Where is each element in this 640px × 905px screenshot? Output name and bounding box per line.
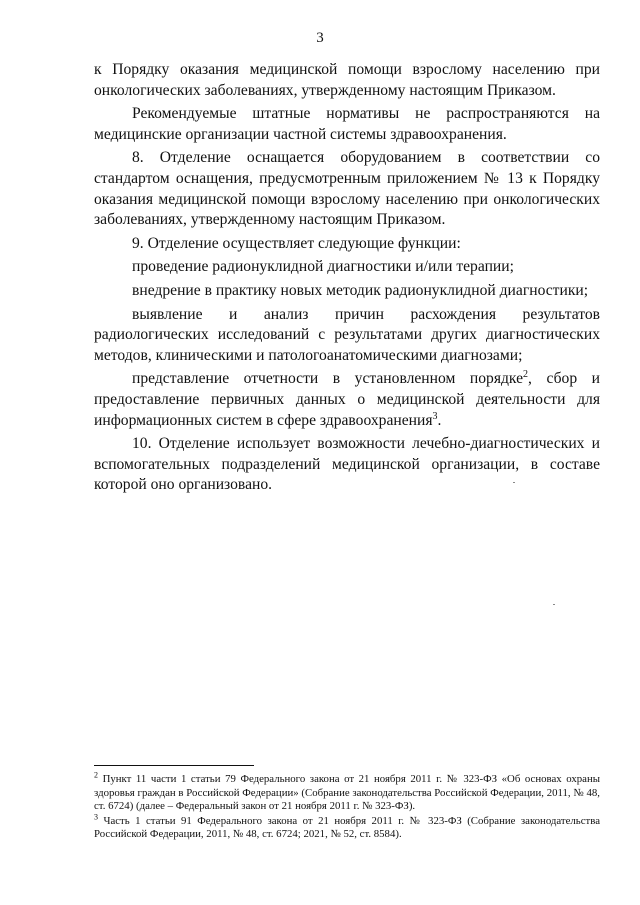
- function-item-therapy: проведение радионуклидной диагностики и/или терапии;: [132, 258, 514, 276]
- paragraph-8-equipment: 8. Отделение оснащается оборудованием в соответствии со стандартом оснащения, предусмотренным приложением № 13 к Порядку оказания медицинской помощи взрослому населению при онкологических заболеваниях, утвержденному настоящим Приказом.: [94, 149, 600, 229]
- footnote-separator: [94, 765, 254, 766]
- body-text: [94, 60, 600, 499]
- page-number: 3: [316, 30, 324, 46]
- scan-speck: [513, 482, 515, 483]
- function-item-discrepancy-analysis: выявление и анализ причин расхождения результатов радиологических исследований с результатами других диагностических методов, клиническими и патологоанатомическими диагнозами;: [94, 305, 600, 364]
- scan-speck: [553, 604, 555, 605]
- footnote-ref-3[interactable]: 3: [432, 410, 438, 422]
- footnote-mark: 3: [94, 812, 98, 822]
- footnote-3: [94, 812, 600, 842]
- function-item-new-methods: внедрение в практику новых методик радионуклидной диагностики;: [132, 281, 589, 299]
- paragraph-staffing-note: Рекомендуемые штатные нормативы не распространяются на медицинские организации частной системы здравоохранения.: [94, 105, 600, 143]
- reporting-text-part1: представление отчетности в установленном порядке: [132, 370, 524, 388]
- footnote-text: Часть 1 статьи 91 Федерального закона от 21 ноября 2011 г. № 323-ФЗ (Собрание законодательства Российской Федерации, 2011, № 48, ст. 6724; 2021, № 52, ст. 8584).: [94, 814, 600, 841]
- footnote-2: [94, 770, 600, 814]
- footnote-text: Пункт 11 части 1 статьи 79 Федерального закона от 21 ноября 2011 г. № 323-ФЗ «Об основах охраны здоровья граждан в Российской Федерации» (Собрание законодательства Российской Федерации, 2011, № 48, ст. 6724) (далее – Федеральный закон от 21 ноября 2011 г. № 323-ФЗ).: [94, 773, 600, 813]
- paragraph-intro: к Порядку оказания медицинской помощи взрослому населению при онкологических заболеваниях, утвержденному настоящим Приказом.: [94, 61, 600, 99]
- reporting-text-part2: , сбор и предоставление первичных данных о медицинской деятельности для информационных систем в сфере здравоохранения: [94, 370, 600, 429]
- paragraph-10-resources: 10. Отделение использует возможности лечебно-диагностических и вспомогательных подразделений медицинской организации, в составе которой оно организовано.: [94, 435, 600, 494]
- paragraph-9-functions: 9. Отделение осуществляет следующие функции:: [132, 234, 461, 252]
- function-item-reporting: [94, 369, 600, 431]
- reporting-text-end: .: [437, 411, 442, 429]
- footnotes: [94, 770, 600, 843]
- footnote-ref-2[interactable]: 2: [523, 369, 529, 381]
- footnote-mark: 2: [94, 770, 98, 780]
